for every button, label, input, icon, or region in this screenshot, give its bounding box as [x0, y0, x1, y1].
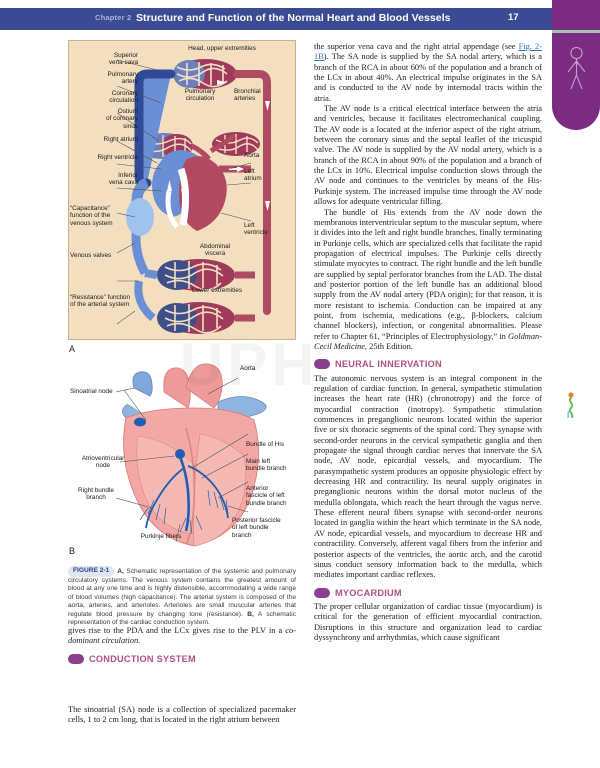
left-paragraph-1-italic: co-dominant circulation. [68, 626, 296, 646]
figure-a-label-head: Head, upper extremities [188, 45, 256, 52]
figure-a-label-bronchial: Bronchial arteries [234, 88, 261, 103]
figure-a-label-pulm-artery: Pulmonary artery [107, 71, 138, 86]
right-column-body [314, 42, 542, 643]
page-number: 17 [508, 12, 519, 23]
figure-a-label-lower: Lower extremities [191, 287, 243, 294]
figure-a-label-right-atrium: Right atrium [103, 136, 138, 143]
figure-b-label-av-node: Atrioventricular node [81, 455, 125, 470]
heart-schematic [152, 150, 227, 231]
figure-b-label-mlbb: Main left bundle branch [246, 458, 287, 473]
caption-text-b: A schematic representation of the cardiac conduction system. [68, 610, 297, 627]
caption-part-b-marker: B, [247, 610, 254, 618]
section-heading-myocardium-label: MYOCARDIUM [335, 587, 402, 598]
capillary-bed-lower [157, 302, 235, 334]
figure-b-panel-letter: B [69, 546, 76, 556]
section-heading-conduction-label: CONDUCTION SYSTEM [89, 653, 196, 664]
bullet-pill-icon [314, 588, 330, 598]
left-paragraph-1-text: gives rise to the PDA and the LCx gives rise to the PLV in a [68, 626, 286, 635]
figure-a-label-venous-valves: Venous valves [70, 252, 112, 259]
right-paragraph-5: The proper cellular organization of cardiac tissue (myocardium) is critical for the generation of efficient myocardial contraction. Disruptions in this structure and organization lead to cardiac dyssynchrony and arrhythmias, which cause significant [314, 601, 542, 642]
figure-b-label-posterior-fascicle: Posterior fascicle of left bundle branch [232, 517, 281, 539]
section-heading-neural [314, 359, 542, 369]
figure-a-label-ostium: Ostium of coronary sinus [106, 108, 138, 130]
right-paragraph-2: The AV node is a critical electrical interface between the atria and ventricles, because it facilitates electromechanical coupling. The AV node is a located at the inferior aspect of the right atrium, between the coronary sinus and the septal leaflet of the tricuspid valve. The AV node is supplied by the AV nodal artery, which is a branch of the RCA in about 90% of the population and a branch of the LCx in 10%. Electrical impulse conduction slows through the AV node and continues to the ventricles by means of the His-Purkinje system. The increased impulse time through the AV node allows for adequate ventricular filling. [314, 104, 542, 207]
page-title: Structure and Function of the Normal Heart and Blood Vessels [136, 11, 451, 24]
figure-a-label-coronary-circ: Coronary circulation [109, 90, 138, 105]
figure-b-label-purkinje: Purkinje fibers [140, 533, 182, 540]
figure-a-panel-letter: A [69, 344, 76, 354]
figure-cross-reference-link[interactable]: Fig. 2-1B [314, 42, 542, 62]
figure-caption [68, 566, 296, 628]
right-paragraph-3-b: 25th Edition. [367, 341, 413, 351]
right-paragraph-3 [314, 208, 542, 353]
section-heading-myocardium [314, 588, 542, 598]
capillary-bed-head [173, 59, 237, 89]
figure-a-label-resistance: “Resistance” function of the arterial system [70, 294, 131, 309]
section-heading-neural-label: NEURAL INNERVATION [335, 359, 442, 370]
figure-a-label-pulm-circ: Pulmonary circulation [184, 88, 216, 103]
header-rule [552, 30, 600, 33]
header-chapter-label: Chapter 2 [95, 13, 132, 22]
right-paragraph-1 [314, 42, 542, 104]
figure-b-label-his: Bundle of His [246, 441, 285, 448]
bullet-pill-icon [68, 654, 84, 664]
figure-b-label-rbb: Right bundle branch [78, 487, 114, 502]
svg-text:?: ? [574, 63, 579, 69]
figure-caption-tag: FIGURE 2-1 [68, 566, 114, 577]
marker-icon [564, 392, 578, 418]
figure-a-label-left-atrium: Left atrium [244, 168, 262, 183]
person-icon [565, 46, 588, 91]
figure-a-label-aorta: Aorta [244, 152, 260, 159]
figure-a-label-left-ventricle: Left ventricle [244, 222, 268, 237]
left-column-body-2 [68, 705, 296, 726]
figure-a-label-capacitance: “Capacitance” function of the venous system [70, 205, 113, 227]
right-paragraph-3-a: The bundle of His extends from the AV node down the membranous interventricular septum to the muscular septum, where it divides into the left and right bundle branches, finally terminating in Purkinje cells, which are specialized cells that facilitate the rapid propagation of electrical impulses. The Purkinje cells directly stimulate myocytes to contract. The right bundle and the left bundle are supplied by septal perforator branches from the LAD. The distal and posterior portion of the left bundle has an additional blood supply from the AV nodal artery (PDA origin); for that reason, it is more resistant to ischemia. Conduction can be impaired at any point, from ischemia, medications (e.g., β-blockers, calcium channel blockers), infection, or congenital abnormalities. Please refer to Chapter 61, “Principles of Electrophysiology,” in [314, 207, 542, 341]
figure-a-label-abdominal: Abdominal viscera [199, 243, 231, 258]
left-column-body [68, 626, 296, 668]
figure-b-label-aorta: Aorta [240, 365, 256, 372]
sa-node [134, 418, 146, 427]
right-paragraph-4: The autonomic nervous system is an integral component in the regulation of cardiac function. In general, sympathetic stimulation increases the heart rate (HR) (chronotropy) and the force of myocardial contraction (inotropy). Sympathetic stimulation commences in preganglionic neurons located within the superior five or six thoracic segments of the spinal cord. They synapse with second-order neurons in the cervical sympathetic ganglia and then propagate the signal through cardiac nerves that innervate the SA node, AV node, epicardial vessels, and myocardium. The parasympathetic system produces an opposite physiologic effect by decreasing HR and contractility. Its neural supply originates in preganglionic neurons within the dorsal motor nucleus of the medulla oblongata, which reach the heart through the vagus nerve. These efferent neural fibers synapse with second-order neurons located in ganglia within the heart which terminate in the SA node, AV node, epicardial vessels, and myocardium to decrease HR and contractility. Conversely, afferent vagal fibers from the inferior and posterior aspects of the ventricles, the aortic arch, and the carotid sinus conduct sensory information back to the medulla, which mediates important cardiac reflexes. [314, 373, 542, 580]
right-paragraph-1-b: ). The SA node is supplied by the SA nodal artery, which is a branch of the RCA in about 60% of the population and a branch of the LCx in about 40%. An electrical impulse originates in the SA and is conducted to the AV node by internodal tracts within the atria. [314, 52, 542, 103]
caption-text-a: Schematic representation of the systemic and pulmonary circulatory systems. The venous system contains the greatest amount of blood at any one time and is highly distensible, accommodating a wide range of blood volumes (high capacitance). The arterial system is composed of the aorta, arteries, and arterioles. Arterioles are small muscular arteries that regulate blood pressure by changing tone (resistance). [68, 568, 296, 618]
figure-a-label-svc: Superior vena cava [108, 52, 138, 67]
figure-a-label-right-ventricle: Right ventricle [97, 154, 138, 161]
right-paragraph-1-a: the superior vena cava and the right atrial appendage (see [314, 42, 519, 51]
section-heading-conduction [68, 654, 296, 664]
bullet-pill-icon [314, 359, 330, 369]
figure-b-label-anterior-fascicle: Anterior fascicle of left bundle branch [246, 485, 287, 507]
figure-b-label-sa-node: Sinoatrial node [70, 388, 113, 395]
caption-part-a-marker: A, [117, 568, 124, 576]
figure-a-label-ivc: Inferior vena cava [108, 172, 138, 187]
right-paragraph-3-italic: Goldman-Cecil Medicine, [314, 331, 542, 351]
left-paragraph-1 [68, 626, 296, 647]
left-paragraph-2: The sinoatrial (SA) node is a collection of specialized pacemaker cells, 1 to 2 cm long, that is located in the right atrium between [68, 705, 296, 725]
